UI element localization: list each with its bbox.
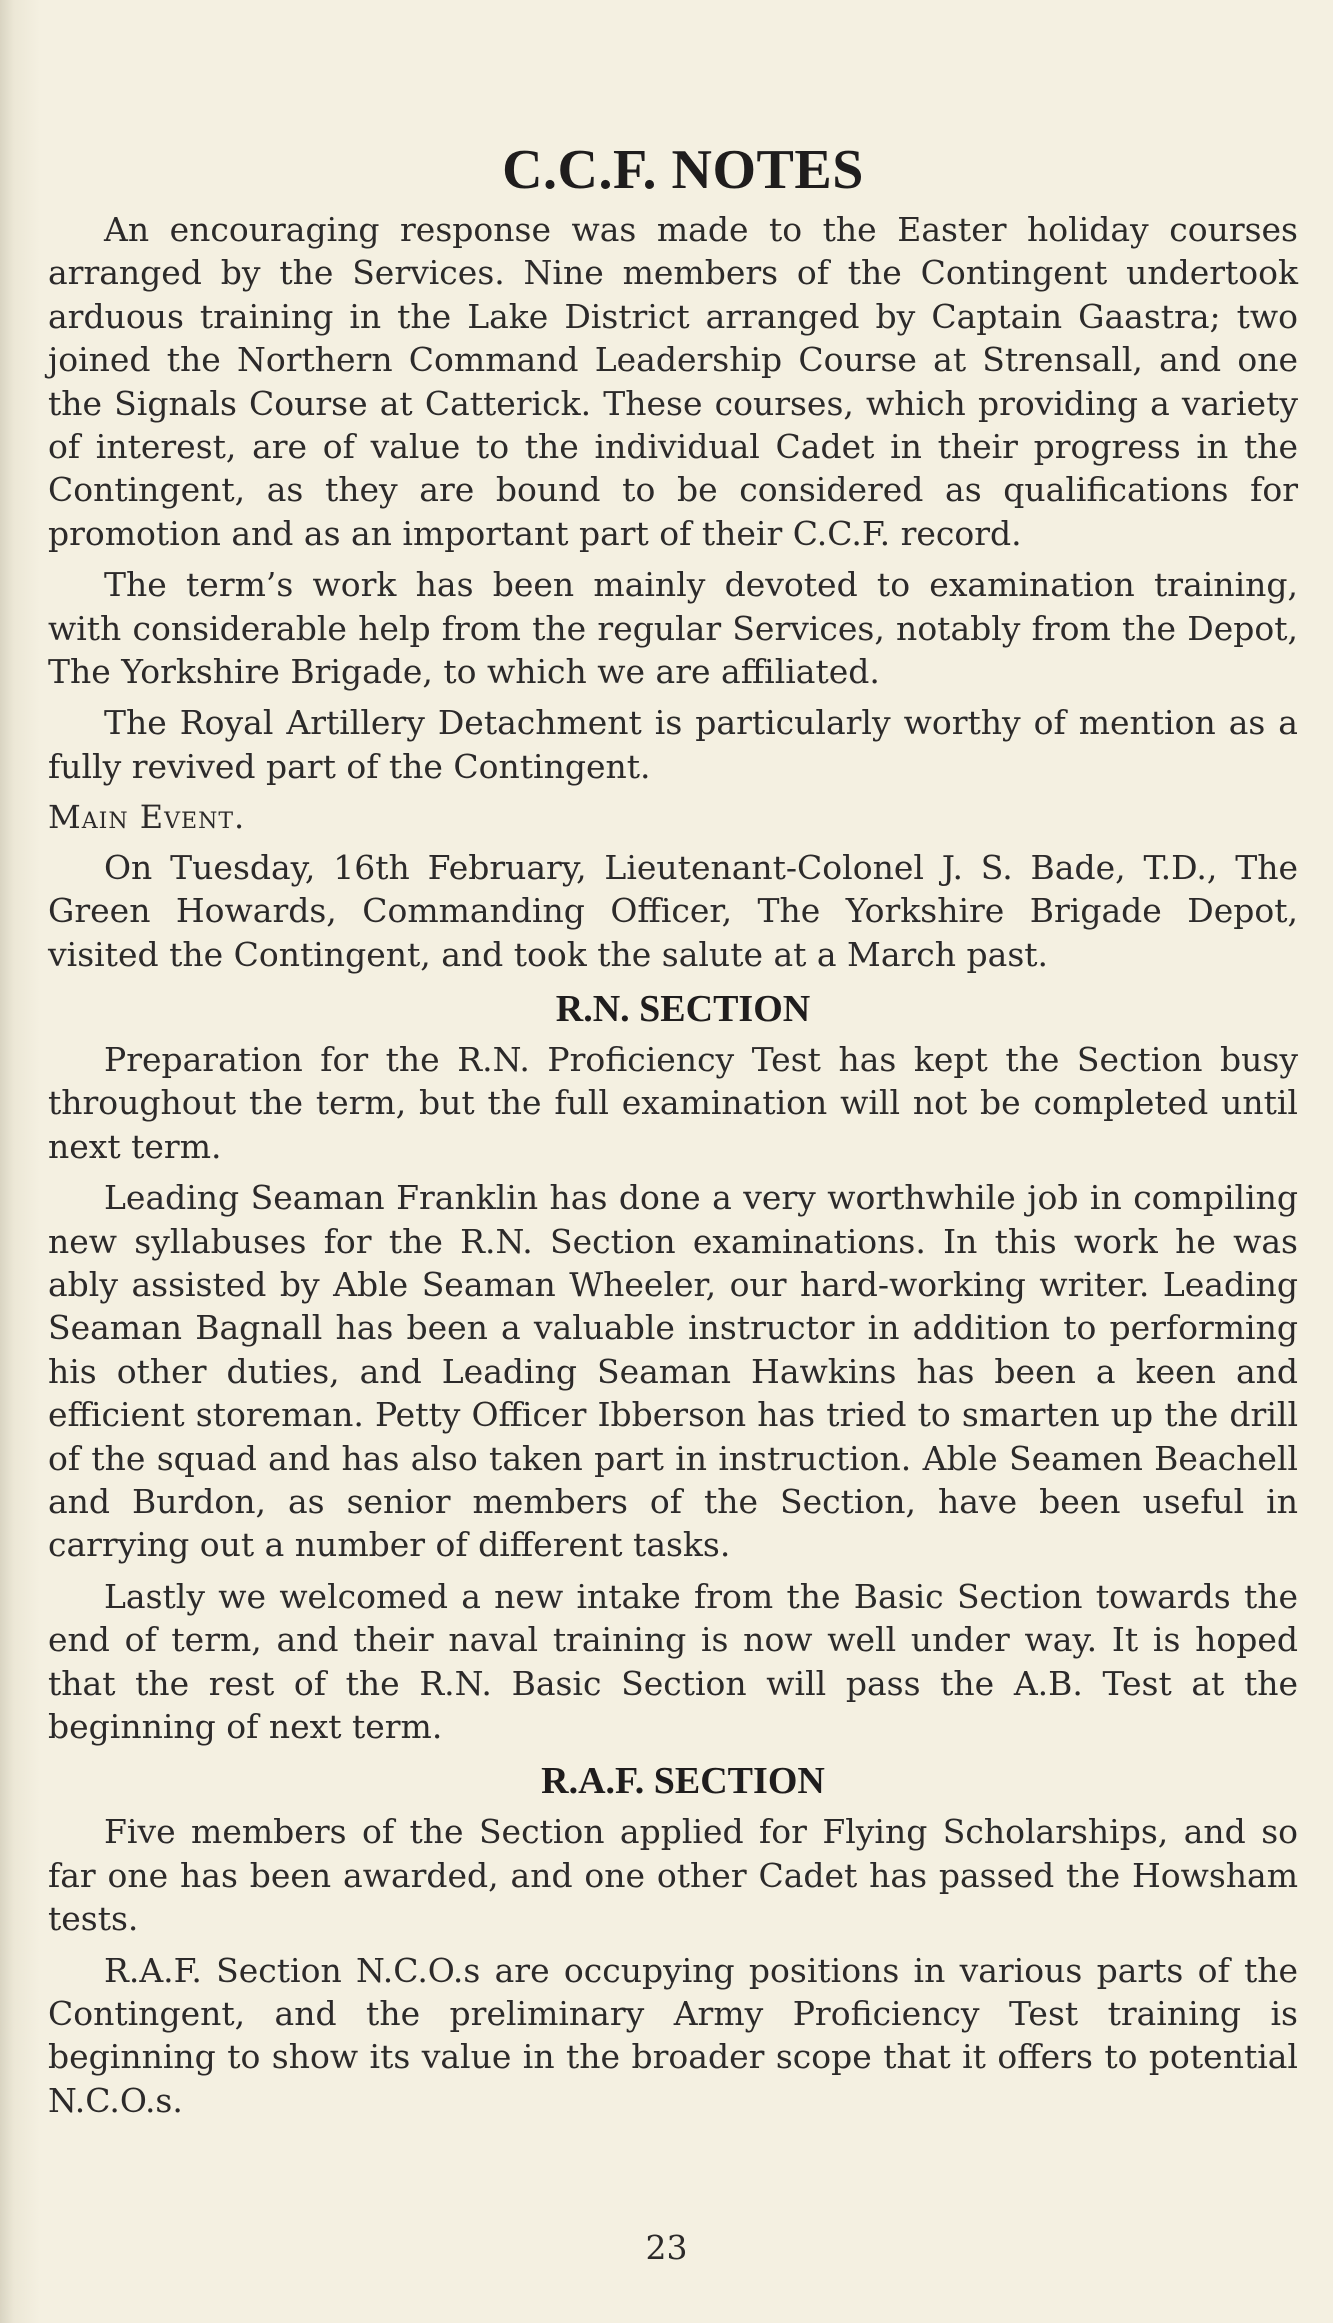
rn-section-heading: R.N. SECTION — [555, 987, 811, 1030]
intro-paragraph: An encouraging response was made to the Easter holiday courses arranged by the Services. Nine members of the Contingent undertook arduous training in the Lake District arranged by Captain Gaastra; two joined the Northern Command Leadership Course at Strensall, and one the Signals Course at Catterick. These courses, which providing a variety of interest, are of value to the individual Cadet in their progress in the Contingent, as they are bound to be considered as qualifications for promotion and as an important part of their C.C.F. record. — [48, 210, 1298, 553]
raf-section-paragraph: Five members of the Section applied for Flying Scholarships, and so far one has been awarded, and one other Cadet has passed the Howsham tests. — [48, 1812, 1298, 1939]
main-event-heading: Main Event. — [48, 798, 246, 837]
page-number: 23 — [645, 2228, 688, 2267]
intro-paragraph: The term’s work has been mainly devoted to examination training, with considerable help from the regular Services, notably from the Depot, The Yorkshire Brigade, to which we are affiliated. — [48, 565, 1298, 692]
rn-section-paragraph: Lastly we welcomed a new intake from the Basic Section towards the end of term, and their naval training is now well under way. It is hoped that the rest of the R.N. Basic Section will pass the A.B. Test at the beginning of next term. — [48, 1576, 1298, 1746]
rn-section-paragraph: Leading Seaman Franklin has done a very worthwhile job in compiling new syllabuses for the R.N. Section examinations. In this work he was ably assisted by Able Seaman Wheeler, our hard-working writer. Leading Seaman Bagnall has been a valuable instructor in addition to performing his other duties, and Leading Seaman Hawkins has been a keen and efficient storeman. Petty Officer Ibberson has tried to smarten up the drill of the squad and has also taken part in instruction. Able Seamen Beachell and Burdon, as senior members of the Section, have been useful in carrying out a number of different tasks. — [48, 1178, 1298, 1565]
page-content — [48, 140, 1298, 2130]
raf-section-heading: R.A.F. SECTION — [541, 1760, 825, 1803]
main-event-paragraph: On Tuesday, 16th February, Lieutenant-Colonel J. S. Bade, T.D., The Green Howards, Commanding Officer, The Yorkshire Brigade Depot, visited the Contingent, and took the salute at a March past. — [48, 847, 1298, 974]
intro-paragraph: The Royal Artillery Detachment is particularly worthy of mention as a fully revived part of the Contingent. — [48, 703, 1298, 786]
raf-section-paragraph: R.A.F. Section N.C.O.s are occupying positions in various parts of the Contingent, and the preliminary Army Proficiency Test training is beginning to show its value in the broader scope that it offers to potential N.C.O.s. — [48, 1950, 1298, 2120]
page-title: C.C.F. NOTES — [502, 139, 864, 201]
rn-section-paragraph: Preparation for the R.N. Proficiency Test has kept the Section busy throughout the term, but the full examination will not be completed until next term. — [48, 1039, 1298, 1166]
